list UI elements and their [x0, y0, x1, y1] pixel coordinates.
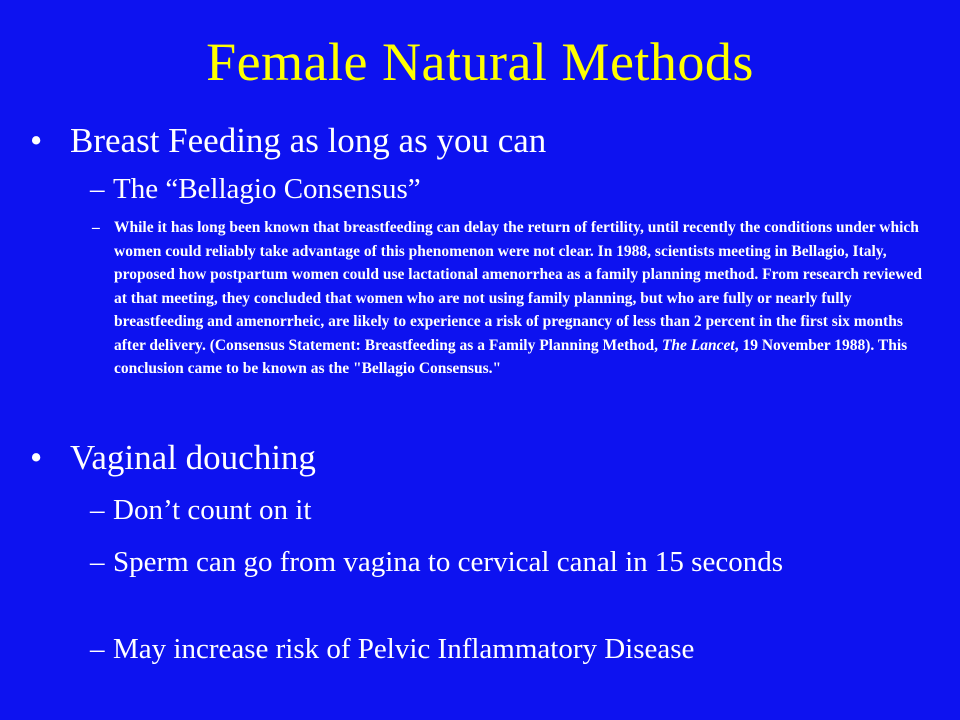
sub-bullet-dont-count — [90, 493, 920, 527]
sub-bullet-text: The “Bellagio Consensus” — [113, 173, 421, 205]
paragraph-journal-title: The Lancet — [661, 336, 735, 354]
sub-bullet-text: May increase risk of Pelvic Inflammatory Disease — [113, 633, 695, 665]
bellagio-paragraph — [114, 216, 922, 381]
bullet-breast-feeding — [30, 120, 930, 162]
dash-mark: – — [90, 633, 105, 665]
sub-bullet-bellagio — [90, 172, 920, 206]
sub-bullet-sperm-travel — [90, 545, 920, 579]
bullet-vaginal-douching — [30, 437, 930, 479]
dash-mark: – — [90, 546, 105, 578]
bullet-text: Breast Feeding as long as you can — [70, 121, 547, 160]
dash-mark: – — [90, 494, 105, 526]
sub-bullet-pid-risk — [90, 632, 920, 666]
sub-bullet-text: Don’t count on it — [113, 494, 312, 526]
paragraph-part-b: , 19 November 1988). This conclusion came to be known as the "Bellagio Consensus." — [114, 336, 908, 377]
dash-mark: – — [90, 173, 105, 205]
paragraph-part-a: While it has long been known that breastfeeding can delay the return of fertility, until recently the conditions under which women could reliably take advantage of this phenomenon were not clear. In 1988, scientists meeting in Bellagio, Italy, proposed how postpartum women could use lactational amenorrhea as a family planning method. From research reviewed at that meeting, they concluded that women who are not using family planning, but who are fully or nearly fully breastfeeding and amenorrheic, are likely to experience a risk of pregnancy of less than 2 percent in the first six months after delivery. (Consensus Statement: Breastfeeding as a Family Planning Method, — [114, 219, 923, 354]
bullet-text: Vaginal douching — [70, 438, 316, 477]
dash-mark: – — [92, 219, 100, 236]
slide-title: Female Natural Methods — [206, 32, 754, 92]
sub-bullet-text: Sperm can go from vagina to cervical canal in 15 seconds — [113, 546, 783, 578]
sub-bullet-bellagio-details — [92, 216, 922, 381]
bullet-mark: • — [30, 121, 43, 160]
bullet-mark: • — [30, 438, 43, 477]
